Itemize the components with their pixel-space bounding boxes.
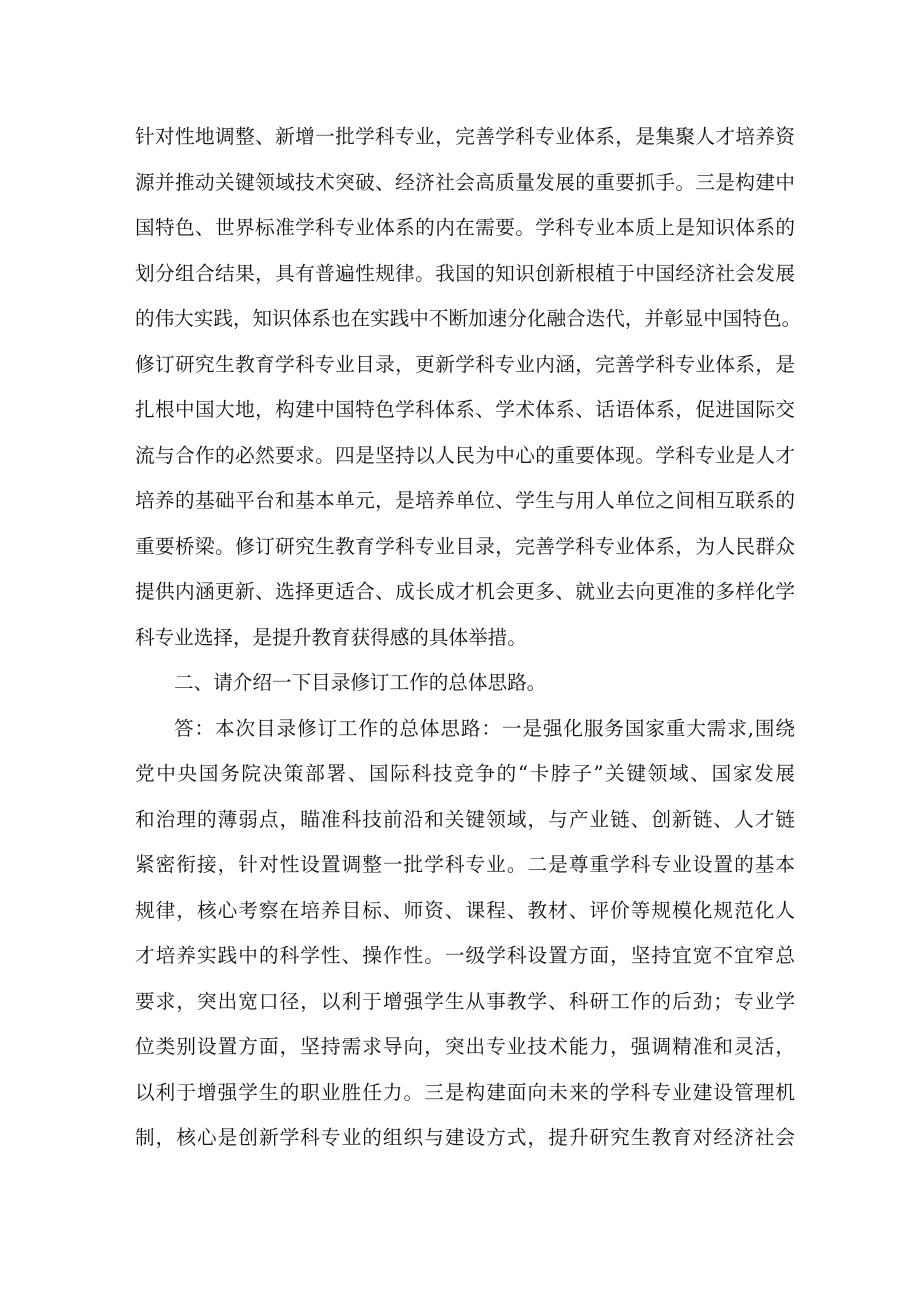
text-line: 国特色、世界标准学科专业体系的内在需要。学科专业本质上是知识体系的 [135,216,795,239]
text-line: 划分组合结果，具有普遍性规律。我国的知识创新根植于中国经济社会发展 [135,261,795,285]
text-line: 以利于增强学生的职业胜任力。三是构建面向未来的学科专业建设管理机 [135,1080,795,1104]
text-line: 修订研究生教育学科专业目录，更新学科专业内涵，完善学科专业体系，是 [135,352,795,376]
text-line: 提供内涵更新、选择更适合、成长成才机会更多、就业去向更准的多样化学 [135,580,795,603]
text-line: 规律，核心考察在培养目标、师资、课程、教材、评价等规模化规范化人 [135,898,795,922]
text-line: 源并推动关键领域技术突破、经济社会高质量发展的重要抓手。三是构建中 [135,170,795,194]
text-line: 才培养实践中的科学性、操作性。一级学科设置方面，坚持宜宽不宜窄总 [135,944,795,967]
text-line: 科专业选择，是提升教育获得感的具体举措。 [135,625,527,649]
text-line: 扎根中国大地，构建中国特色学科体系、学术体系、话语体系，促进国际交 [135,398,795,421]
text-line: 培养的基础平台和基本单元，是培养单位、学生与用人单位之间相互联系的 [135,489,795,512]
document-body [135,114,802,1161]
text-line: 流与合作的必然要求。四是坚持以人民为中心的重要体现。学科专业是人才 [135,443,795,467]
text-line: 紧密衔接，针对性设置调整一批学科专业。二是尊重学科专业设置的基本 [135,853,795,876]
text-line: 针对性地调整、新增一批学科专业，完善学科专业体系，是集聚人才培养资 [135,125,795,148]
text-line: 和治理的薄弱点，瞄准科技前沿和关键领域，与产业链、创新链、人才链 [135,807,795,831]
text-line: 制，核心是创新学科专业的组织与建设方式，提升研究生教育对经济社会 [135,1126,795,1149]
text-line: 答：本次目录修订工作的总体思路：一是强化服务国家重大需求,围绕 [174,716,795,740]
text-line: 的伟大实践，知识体系也在实践中不断加速分化融合迭代，并彰显中国特色。 [135,307,802,330]
text-line: 位类别设置方面，坚持需求导向，突出专业技术能力，强调精准和灵活， [135,1035,795,1058]
text-line: 要求，突出宽口径，以利于增强学生从事教学、科研工作的后劲；专业学 [135,989,795,1013]
text-line: 重要桥梁。修订研究生教育学科专业目录，完善学科专业体系，为人民群众 [135,534,795,558]
section-heading: 二、请介绍一下目录修订工作的总体思路。 [174,671,547,694]
text-line: 党中央国务院决策部署、国际科技竞争的“卡脖子”关键领域、国家发展 [135,762,795,785]
